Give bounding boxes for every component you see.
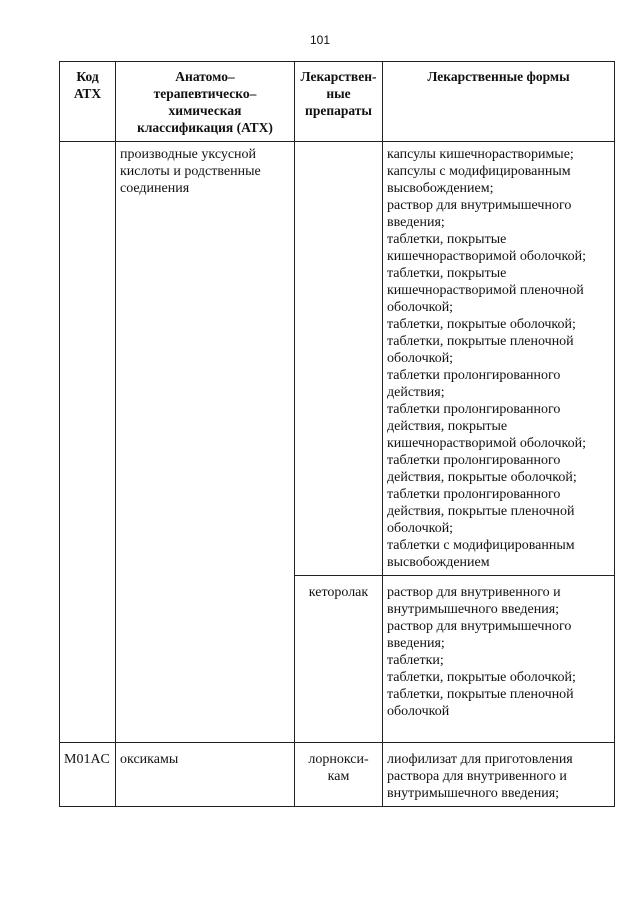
table-header-row <box>60 62 615 142</box>
form-line: таблетки, покрытые пленочной <box>387 334 574 349</box>
form-line: раствор для внутримышечного <box>387 198 572 213</box>
header-line: Анатомо– <box>175 69 235 84</box>
form-line: внутримышечного введения; <box>387 786 560 801</box>
form-line: внутримышечного введения; <box>387 602 560 617</box>
header-line: классификация (АТХ) <box>137 120 273 135</box>
form-line: раствор для внутривенного и <box>387 585 561 600</box>
header-drugs <box>295 62 383 142</box>
cell-classification <box>116 743 295 807</box>
cell-drug <box>295 576 383 743</box>
drug-line: лорнокси- <box>308 752 369 767</box>
form-line: лиофилизат для приготовления <box>387 752 573 767</box>
form-line: введения; <box>387 215 445 230</box>
header-line: Код <box>76 69 99 84</box>
header-line: химическая <box>168 103 242 118</box>
form-line: капсулы с модифицированным <box>387 164 571 179</box>
form-line: капсулы кишечнорастворимые; <box>387 147 574 162</box>
header-forms <box>383 62 615 142</box>
form-line: оболочкой; <box>387 521 454 536</box>
cell-forms <box>383 142 615 576</box>
form-line: раствор для внутримышечного <box>387 619 572 634</box>
form-line: таблетки с модифицированным <box>387 538 575 553</box>
cell-drug <box>295 743 383 807</box>
form-line: таблетки пролонгированного <box>387 368 561 383</box>
cell-code: M01AC <box>60 743 116 807</box>
page-number: 101 <box>309 33 331 47</box>
cell-drug <box>295 142 383 576</box>
form-line: таблетки, покрытые пленочной <box>387 687 574 702</box>
classification-line: соединения <box>120 181 190 196</box>
classification-line: кислоты и родственные <box>120 164 261 179</box>
cell-classification <box>116 142 295 743</box>
drug-line: кеторолак <box>308 585 369 600</box>
form-line: оболочкой <box>387 704 450 719</box>
classification-line: производные уксусной <box>120 147 257 162</box>
form-line: высвобождением; <box>387 181 494 196</box>
form-line: введения; <box>387 636 445 651</box>
form-line: таблетки пролонгированного <box>387 487 561 502</box>
cell-forms <box>383 743 615 807</box>
form-line: кишечнорастворимой оболочкой; <box>387 249 586 264</box>
form-line: таблетки, покрытые оболочкой; <box>387 317 576 332</box>
header-line: терапевтическо– <box>153 86 257 101</box>
form-line: действия; <box>387 385 445 400</box>
header-code <box>60 62 116 142</box>
form-line: таблетки, покрытые <box>387 232 507 247</box>
cell-code <box>60 142 116 743</box>
form-line: высвобождением <box>387 555 490 570</box>
form-line: кишечнорастворимой пленочной <box>387 283 584 298</box>
atx-table <box>59 61 615 807</box>
header-line: препараты <box>305 103 372 118</box>
cell-forms <box>383 576 615 743</box>
form-line: действия, покрытые пленочной <box>387 504 575 519</box>
form-line: действия, покрытые <box>387 419 508 434</box>
form-line: таблетки пролонгированного <box>387 453 561 468</box>
header-line: Лекарствен- <box>300 69 377 84</box>
table-row <box>60 743 615 807</box>
form-line: таблетки пролонгированного <box>387 402 561 417</box>
header-classification <box>116 62 295 142</box>
form-line: оболочкой; <box>387 351 454 366</box>
form-line: действия, покрытые оболочкой; <box>387 470 577 485</box>
form-line: таблетки, покрытые оболочкой; <box>387 670 576 685</box>
table-row <box>60 142 615 576</box>
classification-line: оксикамы <box>120 752 179 767</box>
form-line: таблетки; <box>387 653 444 668</box>
form-line: таблетки, покрытые <box>387 266 507 281</box>
form-line: раствора для внутривенного и <box>387 769 567 784</box>
form-line: оболочкой; <box>387 300 454 315</box>
header-line: Лекарственные формы <box>427 69 570 84</box>
drug-line: кам <box>327 769 350 784</box>
header-line: АТХ <box>73 86 102 101</box>
form-line: кишечнорастворимой оболочкой; <box>387 436 586 451</box>
header-line: ные <box>326 86 351 101</box>
